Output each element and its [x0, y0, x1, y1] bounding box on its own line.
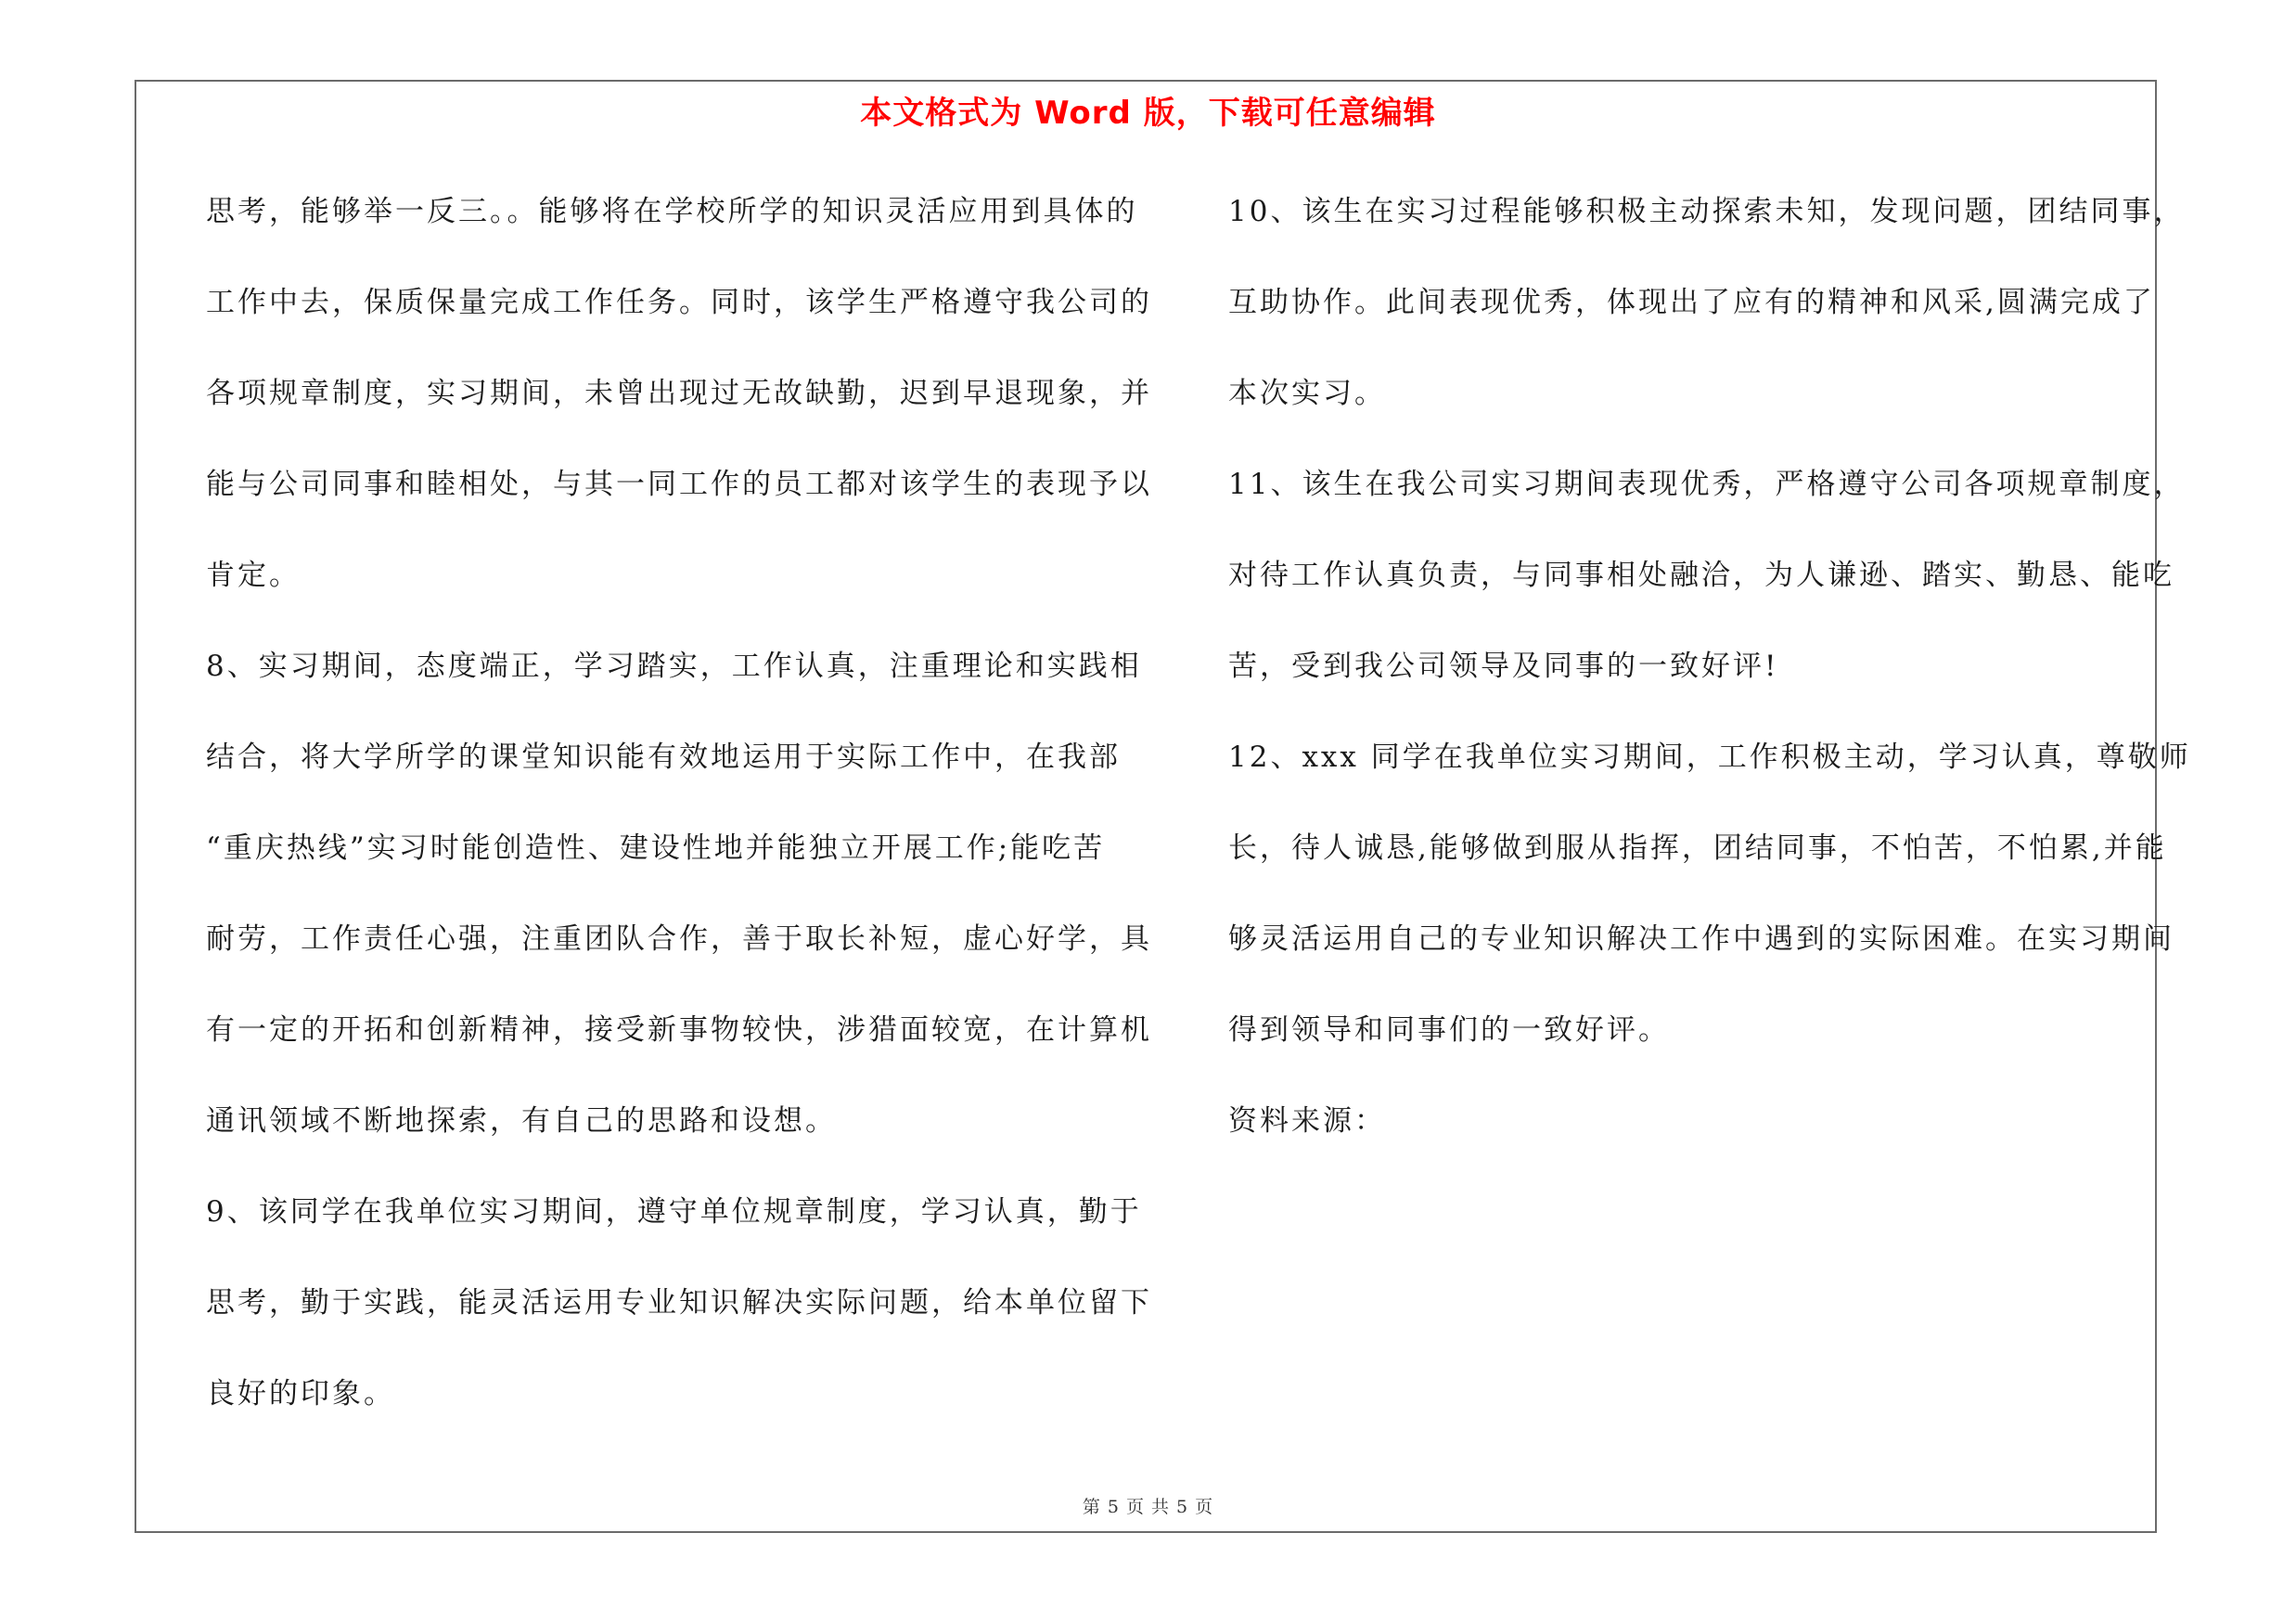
text-line: 11、该生在我公司实习期间表现优秀，严格遵守公司各项规章制度，: [1228, 468, 2186, 501]
text-line: 思考，勤于实践，能灵活运用专业知识解决实际问题，给本单位留下: [206, 1286, 1152, 1320]
text-line: 9、该同学在我单位实习期间，遵守单位规章制度，学习认真，勤于: [206, 1195, 1142, 1229]
text-line: 耐劳，工作责任心强，注重团队合作，善于取长补短，虚心好学，具: [206, 922, 1152, 956]
text-line: 结合，将大学所学的课堂知识能有效地运用于实际工作中，在我部: [206, 741, 1121, 774]
text-line: 工作中去，保质保量完成工作任务。同时，该学生严格遵守我公司的: [206, 286, 1152, 319]
text-line: 有一定的开拓和创新精神，接受新事物较快，涉猎面较宽，在计算机: [206, 1013, 1152, 1047]
text-line: “重庆热线”实习时能创造性、建设性地并能独立开展工作;能吃苦: [206, 831, 1106, 865]
text-line: 各项规章制度，实习期间，未曾出现过无故缺勤，迟到早退现象，并: [206, 377, 1152, 410]
text-line: 苦，受到我公司领导及同事的一致好评!: [1228, 650, 1779, 683]
text-line: 12、xxx 同学在我单位实习期间，工作积极主动，学习认真，尊敬师: [1228, 741, 2191, 774]
text-line: 够灵活运用自己的专业知识解决工作中遇到的实际困难。在实习期间: [1228, 922, 2174, 956]
word-format-banner: 本文格式为 Word 版，下载可任意编辑: [860, 95, 1436, 132]
text-line: 得到领导和同事们的一致好评。: [1228, 1013, 1670, 1047]
text-line: 通讯领域不断地探索，有自己的思路和设想。: [206, 1104, 837, 1138]
text-line: 良好的印象。: [206, 1377, 395, 1410]
source-label: 资料来源：: [1228, 1104, 1386, 1138]
text-line: 8、实习期间，态度端正，学习踏实，工作认真，注重理论和实践相: [206, 650, 1142, 683]
text-line: 肯定。: [206, 559, 301, 592]
text-line: 10、该生在实习过程能够积极主动探索未知，发现问题，团结同事，: [1228, 195, 2186, 228]
text-line: 互助协作。此间表现优秀，体现出了应有的精神和风采,圆满完成了: [1228, 286, 2155, 319]
left-column: [206, 179, 1152, 1452]
page-number-footer: 第 5 页 共 5 页: [1082, 1497, 1214, 1517]
text-line: 能与公司同事和睦相处，与其一同工作的员工都对该学生的表现予以: [206, 468, 1152, 501]
text-line: 思考，能够举一反三。。能够将在学校所学的知识灵活应用到具体的: [206, 195, 1138, 228]
right-column: [1228, 179, 2191, 1179]
text-line: 本次实习。: [1228, 377, 1386, 410]
text-line: 长，待人诚恳,能够做到服从指挥，团结同事，不怕苦，不怕累,并能: [1228, 831, 2167, 865]
text-line: 对待工作认真负责，与同事相处融洽，为人谦逊、踏实、勤恳、能吃: [1228, 559, 2174, 592]
